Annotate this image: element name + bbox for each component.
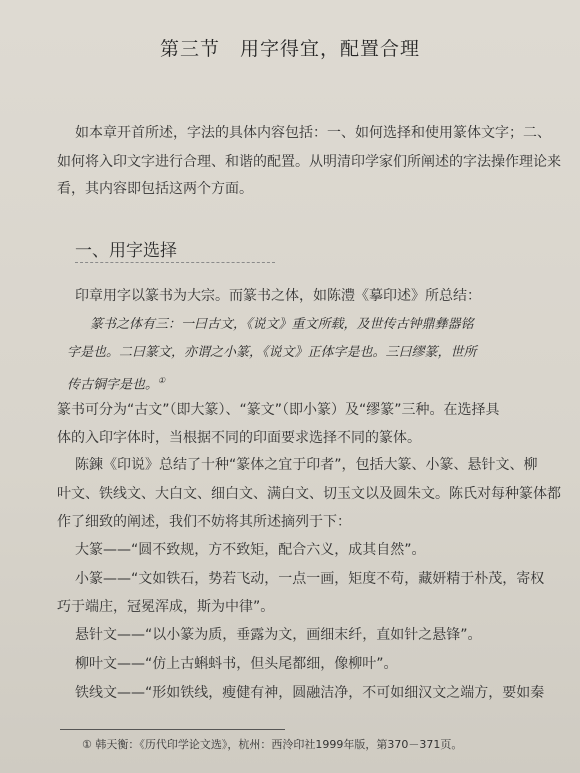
paragraph-3-line-2: 叶文、铁线文、大白文、细白文、满白文、切玉文以及圆朱文。陈氏对每种篆体都 xyxy=(57,486,561,502)
style-item-xiaozhuan: 小篆——“文如铁石，势若飞动，一点一画，矩度不苟，藏妍精于朴茂，寄权 xyxy=(75,571,545,587)
quote-line-2: 字是也。二曰篆文，亦谓之小篆，《说文》正体字是也。三曰缪篆，世所 xyxy=(67,345,477,360)
footnote-marker: ① xyxy=(158,376,166,385)
style-item-xuanzhen: 悬针文——“以小篆为质，垂露为文，画细末纤，直如针之悬锋”。 xyxy=(75,627,482,643)
paragraph-2-line-2: 体的入印字体时，当根据不同的印面要求选择不同的篆体。 xyxy=(57,430,421,446)
subsection-heading: 一、用字选择 xyxy=(75,241,177,261)
footnote: ① 韩天衡：《历代印学论文选》，杭州：西泠印社1999年版，第370－371页。 xyxy=(82,738,463,751)
paragraph-3-line-1: 陈鍊《印说》总结了十种“篆体之宜于印者”，包括大篆、小篆、悬针文、柳 xyxy=(75,457,538,473)
paragraph-2-line-1: 篆书可分为“古文”（即大篆）、“篆文”（即小篆）及“缪篆”三种。在选择具 xyxy=(57,402,500,418)
paragraph-3-line-3: 作了细致的阐述，我们不妨将其所述摘列于下： xyxy=(57,514,351,530)
quote-line-3-text: 传古铜字是也。 xyxy=(67,377,159,393)
paragraph-1: 印章用字以篆书为大宗。而篆书之体，如陈澧《摹印述》所总结： xyxy=(75,288,481,304)
style-item-xiaozhuan-cont: 巧于端庄，冠冕浑成，斯为中律”。 xyxy=(57,599,275,615)
style-item-dazhuan: 大篆——“圆不致规，方不致矩，配合六义，成其自然”。 xyxy=(75,542,426,558)
quote-line-1: 篆书之体有三：一曰古文，《说文》重文所载，及世传古钟鼎彝器铭 xyxy=(90,317,474,332)
intro-line-2: 如何将入印文字进行合理、和谐的配置。从明清印学家们所阐述的字法操作理论来 xyxy=(57,154,561,170)
intro-line-3: 看，其内容即包括这两个方面。 xyxy=(57,181,253,197)
section-title: 第三节 用字得宜，配置合理 xyxy=(159,38,420,60)
style-item-liuye: 柳叶文——“仿上古蝌蚪书，但头尾都细，像柳叶”。 xyxy=(75,656,398,672)
quote-line-3 xyxy=(67,374,165,392)
intro-line-1: 如本章开首所述，字法的具体内容包括：一、如何选择和使用篆体文字；二、 xyxy=(75,125,551,141)
heading-underline xyxy=(75,262,275,263)
footnote-divider xyxy=(60,729,285,730)
style-item-tiexian: 铁线文——“形如铁线，瘦健有神，圆融洁净，不可如细汉文之端方，要如秦 xyxy=(75,685,545,701)
